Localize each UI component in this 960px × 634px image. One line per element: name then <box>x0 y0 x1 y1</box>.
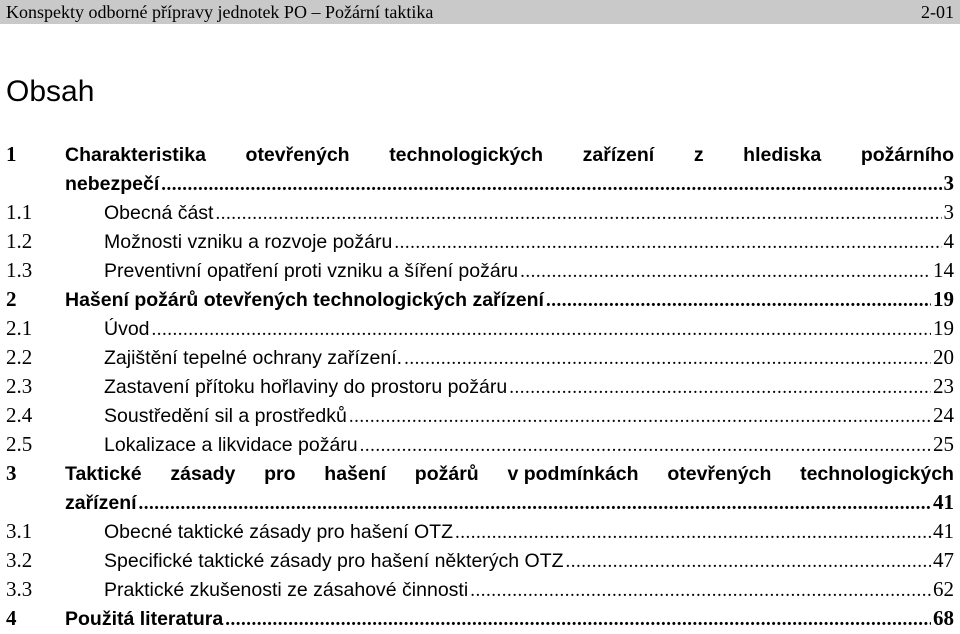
toc-number: 2.2 <box>6 345 33 369</box>
toc-number: 3.1 <box>6 519 33 543</box>
toc-number: 2.3 <box>6 374 33 398</box>
leader-dots <box>455 518 931 547</box>
toc-title: Lokalizace a likvidace požáru <box>104 434 358 456</box>
toc-entry-3-3[interactable] <box>6 575 954 604</box>
toc-title-line2: nebezpečí <box>65 173 160 195</box>
toc-title: Obecné taktické zásady pro hašení OTZ <box>104 521 454 543</box>
leader-dots <box>509 373 931 402</box>
toc-page: 3 <box>943 200 954 224</box>
header-title: Konspekty odborné přípravy jednotek PO – Požární taktika <box>6 2 434 22</box>
toc-number: 2.4 <box>6 403 33 427</box>
toc-page: 41 <box>933 490 954 514</box>
leader-dots <box>152 315 931 344</box>
toc-entry-1-1[interactable] <box>6 198 954 227</box>
table-of-contents <box>6 140 954 633</box>
toc-page: 23 <box>933 374 954 398</box>
toc-entry-2-3[interactable] <box>6 372 954 401</box>
toc-title: Úvod <box>104 318 150 340</box>
leader-dots <box>404 344 931 373</box>
toc-page: 19 <box>933 287 954 311</box>
toc-title: Preventivní opatření proti vzniku a šíření požáru <box>104 260 519 282</box>
toc-title-line1: Taktické zásady pro hašení požárů v podmínkách otevřených technologických <box>65 463 954 485</box>
toc-title: Zastavení přítoku hořlaviny do prostoru požáru <box>104 376 508 398</box>
toc-entry-3-2[interactable] <box>6 546 954 575</box>
leader-dots <box>161 170 941 199</box>
toc-title: Zajištění tepelné ochrany zařízení. <box>104 347 403 369</box>
toc-title: Praktické zkušenosti ze zásahové činnosti <box>104 579 469 601</box>
toc-entry-3[interactable] <box>6 459 954 517</box>
page-title: Obsah <box>6 75 95 108</box>
toc-number: 3.2 <box>6 548 33 572</box>
toc-page: 47 <box>933 548 954 572</box>
toc-entry-2-4[interactable] <box>6 401 954 430</box>
toc-title-line1: Charakteristika otevřených technologických zařízení z hlediska požárního <box>65 144 954 166</box>
leader-dots <box>215 199 941 228</box>
toc-page: 41 <box>933 519 954 543</box>
toc-number: 1 <box>6 142 17 166</box>
toc-number: 2.1 <box>6 316 33 340</box>
toc-title: Soustředění sil a prostředků <box>104 405 347 427</box>
toc-number: 2.5 <box>6 432 33 456</box>
toc-entry-2-5[interactable] <box>6 430 954 459</box>
toc-page: 4 <box>943 229 954 253</box>
toc-page: 3 <box>943 171 954 195</box>
leader-dots <box>566 547 931 576</box>
toc-title: Hašení požárů otevřených technologických zařízení <box>65 289 544 311</box>
toc-entry-2-1[interactable] <box>6 314 954 343</box>
leader-dots <box>139 489 931 518</box>
toc-title: Specifické taktické zásady pro hašení některých OTZ <box>104 550 564 572</box>
toc-number: 3 <box>6 461 17 485</box>
toc-entry-1-2[interactable] <box>6 227 954 256</box>
toc-title-line2: zařízení <box>65 492 137 514</box>
leader-dots <box>349 402 931 431</box>
toc-page: 68 <box>933 606 954 630</box>
header-page-number: 2-01 <box>921 2 954 22</box>
leader-dots <box>470 576 931 605</box>
toc-page: 24 <box>933 403 954 427</box>
leader-dots <box>546 286 931 315</box>
toc-entry-2[interactable] <box>6 285 954 314</box>
toc-number: 1.3 <box>6 258 33 282</box>
toc-title: Použitá literatura <box>65 608 224 630</box>
toc-entry-1[interactable] <box>6 140 954 198</box>
running-header <box>0 0 960 24</box>
toc-page: 25 <box>933 432 954 456</box>
leader-dots <box>520 257 931 286</box>
toc-page: 20 <box>933 345 954 369</box>
toc-entry-2-2[interactable] <box>6 343 954 372</box>
toc-number: 1.1 <box>6 200 33 224</box>
toc-entry-3-1[interactable] <box>6 517 954 546</box>
toc-number: 2 <box>6 287 17 311</box>
toc-page: 62 <box>933 577 954 601</box>
toc-number: 1.2 <box>6 229 33 253</box>
toc-page: 19 <box>933 316 954 340</box>
toc-number: 4 <box>6 606 17 630</box>
toc-title: Možnosti vzniku a rozvoje požáru <box>104 231 393 253</box>
leader-dots <box>225 605 931 634</box>
leader-dots <box>360 431 931 460</box>
leader-dots <box>394 228 941 257</box>
toc-number: 3.3 <box>6 577 33 601</box>
toc-page: 14 <box>933 258 954 282</box>
toc-title: Obecná část <box>104 202 214 224</box>
toc-entry-1-3[interactable] <box>6 256 954 285</box>
